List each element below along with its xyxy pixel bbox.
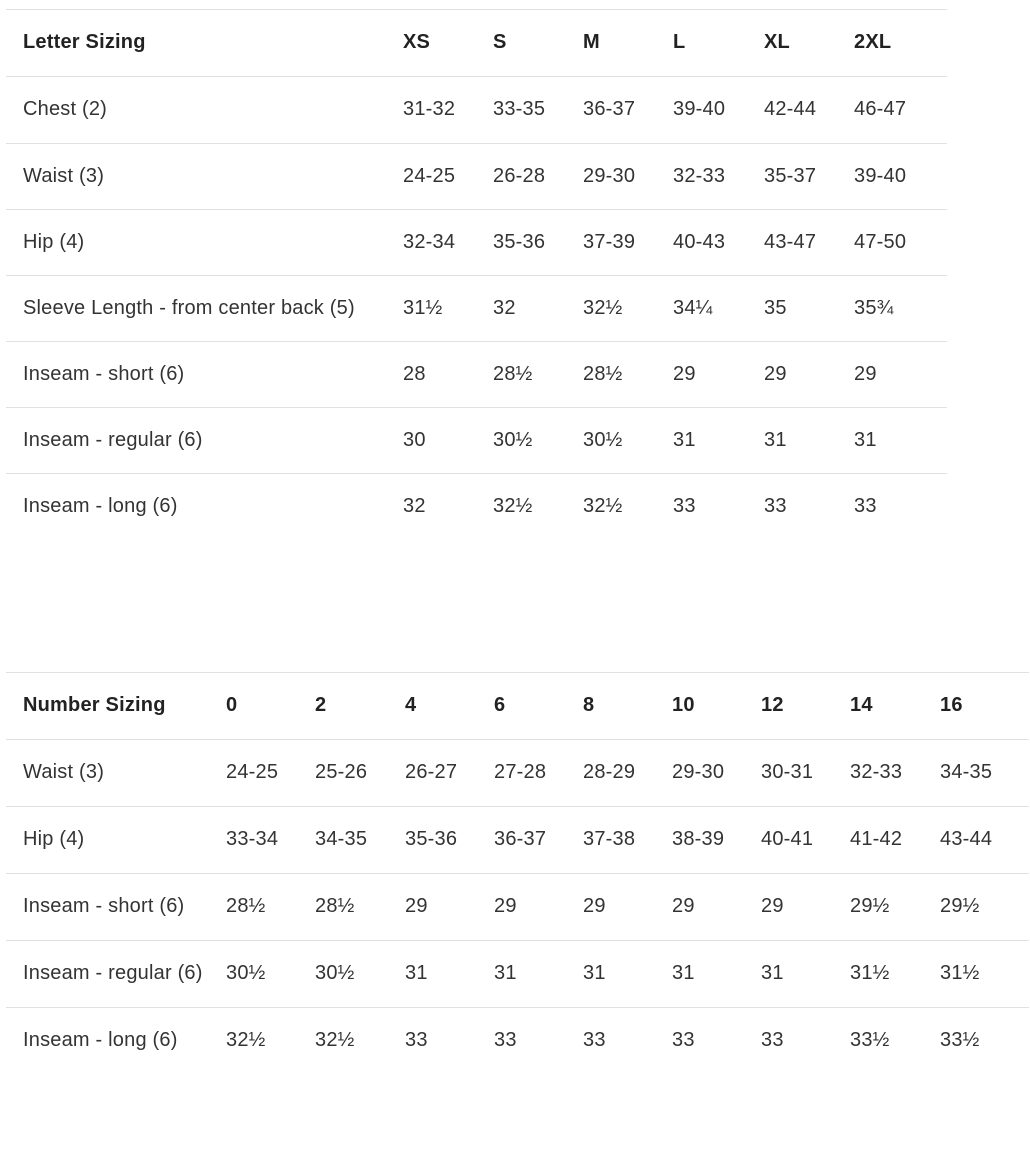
number-sizing-cell: 31½	[940, 941, 1029, 1008]
number-sizing-row-label: Waist (3)	[6, 740, 226, 807]
size-header-2xl: 2XL	[854, 10, 947, 77]
number-sizing-cell: 37-38	[583, 807, 672, 874]
letter-sizing-cell: 30½	[583, 408, 673, 474]
letter-sizing-row-label: Inseam - long (6)	[6, 474, 403, 540]
number-sizing-cell: 29	[494, 874, 583, 941]
number-sizing-cell: 29½	[940, 874, 1029, 941]
letter-sizing-cell: 31-32	[403, 77, 493, 144]
number-sizing-cell: 29	[583, 874, 672, 941]
letter-sizing-cell: 24-25	[403, 144, 493, 210]
number-sizing-cell: 29-30	[672, 740, 761, 807]
letter-sizing-cell: 35-36	[493, 210, 583, 276]
letter-sizing-cell: 34¼	[673, 276, 764, 342]
size-header-2: 2	[315, 673, 405, 740]
letter-sizing-cell: 32	[493, 276, 583, 342]
letter-sizing-cell: 42-44	[764, 77, 854, 144]
letter-sizing-cell: 33	[673, 474, 764, 540]
letter-sizing-row-label: Hip (4)	[6, 210, 403, 276]
letter-sizing-cell: 37-39	[583, 210, 673, 276]
letter-sizing-row-label: Inseam - regular (6)	[6, 408, 403, 474]
letter-sizing-cell: 35¾	[854, 276, 947, 342]
number-sizing-cell: 30½	[226, 941, 315, 1008]
number-sizing-row-label: Inseam - short (6)	[6, 874, 226, 941]
number-sizing-row-label: Inseam - long (6)	[6, 1008, 226, 1075]
letter-sizing-row	[6, 210, 947, 276]
letter-sizing-row	[6, 342, 947, 408]
letter-sizing-row	[6, 474, 947, 540]
number-sizing-cell: 31	[494, 941, 583, 1008]
size-header-xs: XS	[403, 10, 493, 77]
number-sizing-cell: 34-35	[315, 807, 405, 874]
size-header-l: L	[673, 10, 764, 77]
letter-sizing-row-label: Sleeve Length - from center back (5)	[6, 276, 403, 342]
letter-sizing-row	[6, 77, 947, 144]
number-sizing-cell: 31½	[850, 941, 940, 1008]
size-header-m: M	[583, 10, 673, 77]
size-header-8: 8	[583, 673, 672, 740]
letter-sizing-row	[6, 144, 947, 210]
number-sizing-row	[6, 874, 1029, 941]
number-sizing-cell: 29	[405, 874, 494, 941]
letter-sizing-cell: 28½	[583, 342, 673, 408]
letter-sizing-row-label: Waist (3)	[6, 144, 403, 210]
letter-sizing-cell: 39-40	[854, 144, 947, 210]
number-sizing-row	[6, 740, 1029, 807]
number-sizing-cell: 31	[583, 941, 672, 1008]
number-sizing-cell: 31	[405, 941, 494, 1008]
letter-sizing-header-row	[6, 10, 947, 77]
letter-sizing-cell: 32-33	[673, 144, 764, 210]
size-header-12: 12	[761, 673, 850, 740]
letter-sizing-row-label: Inseam - short (6)	[6, 342, 403, 408]
number-sizing-cell: 31	[672, 941, 761, 1008]
letter-sizing-title: Letter Sizing	[6, 10, 403, 77]
letter-sizing-row-label: Chest (2)	[6, 77, 403, 144]
number-sizing-cell: 32-33	[850, 740, 940, 807]
number-sizing-cell: 33	[672, 1008, 761, 1075]
number-sizing-cell: 38-39	[672, 807, 761, 874]
number-sizing-row	[6, 941, 1029, 1008]
letter-sizing-cell: 29-30	[583, 144, 673, 210]
letter-sizing-cell: 31	[764, 408, 854, 474]
number-sizing-cell: 26-27	[405, 740, 494, 807]
number-sizing-cell: 33	[405, 1008, 494, 1075]
letter-sizing-cell: 32½	[493, 474, 583, 540]
letter-sizing-cell: 31	[673, 408, 764, 474]
letter-sizing-cell: 30½	[493, 408, 583, 474]
number-sizing-cell: 33-34	[226, 807, 315, 874]
number-sizing-cell: 33½	[850, 1008, 940, 1075]
letter-sizing-cell: 32	[403, 474, 493, 540]
number-sizing-cell: 33	[583, 1008, 672, 1075]
number-sizing-cell: 32½	[315, 1008, 405, 1075]
number-sizing-cell: 28½	[226, 874, 315, 941]
number-sizing-cell: 33	[761, 1008, 850, 1075]
letter-sizing-cell: 35	[764, 276, 854, 342]
number-sizing-header-row	[6, 673, 1029, 740]
number-sizing-cell: 25-26	[315, 740, 405, 807]
letter-sizing-cell: 33-35	[493, 77, 583, 144]
number-sizing-cell: 29½	[850, 874, 940, 941]
letter-sizing-cell: 46-47	[854, 77, 947, 144]
number-sizing-cell: 24-25	[226, 740, 315, 807]
letter-sizing-cell: 29	[764, 342, 854, 408]
number-sizing-title: Number Sizing	[6, 673, 226, 740]
number-sizing-cell: 36-37	[494, 807, 583, 874]
number-sizing-cell: 35-36	[405, 807, 494, 874]
size-header-16: 16	[940, 673, 1029, 740]
letter-sizing-cell: 26-28	[493, 144, 583, 210]
number-sizing-cell: 30½	[315, 941, 405, 1008]
letter-sizing-cell: 33	[764, 474, 854, 540]
number-sizing-cell: 31	[761, 941, 850, 1008]
letter-sizing-cell: 39-40	[673, 77, 764, 144]
size-header-0: 0	[226, 673, 315, 740]
size-header-10: 10	[672, 673, 761, 740]
letter-sizing-cell: 36-37	[583, 77, 673, 144]
size-header-s: S	[493, 10, 583, 77]
letter-sizing-cell: 47-50	[854, 210, 947, 276]
letter-sizing-row	[6, 408, 947, 474]
number-sizing-cell: 33½	[940, 1008, 1029, 1075]
number-sizing-cell: 41-42	[850, 807, 940, 874]
letter-sizing-cell: 29	[854, 342, 947, 408]
number-sizing-cell: 33	[494, 1008, 583, 1075]
letter-sizing-cell: 31½	[403, 276, 493, 342]
number-sizing-cell: 30-31	[761, 740, 850, 807]
number-sizing-cell: 29	[761, 874, 850, 941]
size-header-4: 4	[405, 673, 494, 740]
letter-sizing-cell: 33	[854, 474, 947, 540]
letter-sizing-cell: 43-47	[764, 210, 854, 276]
number-sizing-table	[6, 672, 1029, 1074]
number-sizing-row	[6, 1008, 1029, 1075]
size-header-6: 6	[494, 673, 583, 740]
letter-sizing-cell: 32½	[583, 474, 673, 540]
letter-sizing-cell: 28	[403, 342, 493, 408]
number-sizing-cell: 29	[672, 874, 761, 941]
number-sizing-cell: 28½	[315, 874, 405, 941]
number-sizing-cell: 27-28	[494, 740, 583, 807]
letter-sizing-cell: 32-34	[403, 210, 493, 276]
letter-sizing-cell: 30	[403, 408, 493, 474]
number-sizing-row-label: Inseam - regular (6)	[6, 941, 226, 1008]
size-header-14: 14	[850, 673, 940, 740]
letter-sizing-row	[6, 276, 947, 342]
size-header-xl: XL	[764, 10, 854, 77]
letter-sizing-cell: 32½	[583, 276, 673, 342]
letter-sizing-cell: 29	[673, 342, 764, 408]
letter-sizing-cell: 35-37	[764, 144, 854, 210]
number-sizing-cell: 40-41	[761, 807, 850, 874]
letter-sizing-table	[6, 9, 947, 540]
letter-sizing-cell: 31	[854, 408, 947, 474]
number-sizing-row-label: Hip (4)	[6, 807, 226, 874]
number-sizing-cell: 32½	[226, 1008, 315, 1075]
number-sizing-cell: 34-35	[940, 740, 1029, 807]
letter-sizing-cell: 40-43	[673, 210, 764, 276]
number-sizing-row	[6, 807, 1029, 874]
number-sizing-cell: 43-44	[940, 807, 1029, 874]
number-sizing-cell: 28-29	[583, 740, 672, 807]
letter-sizing-cell: 28½	[493, 342, 583, 408]
